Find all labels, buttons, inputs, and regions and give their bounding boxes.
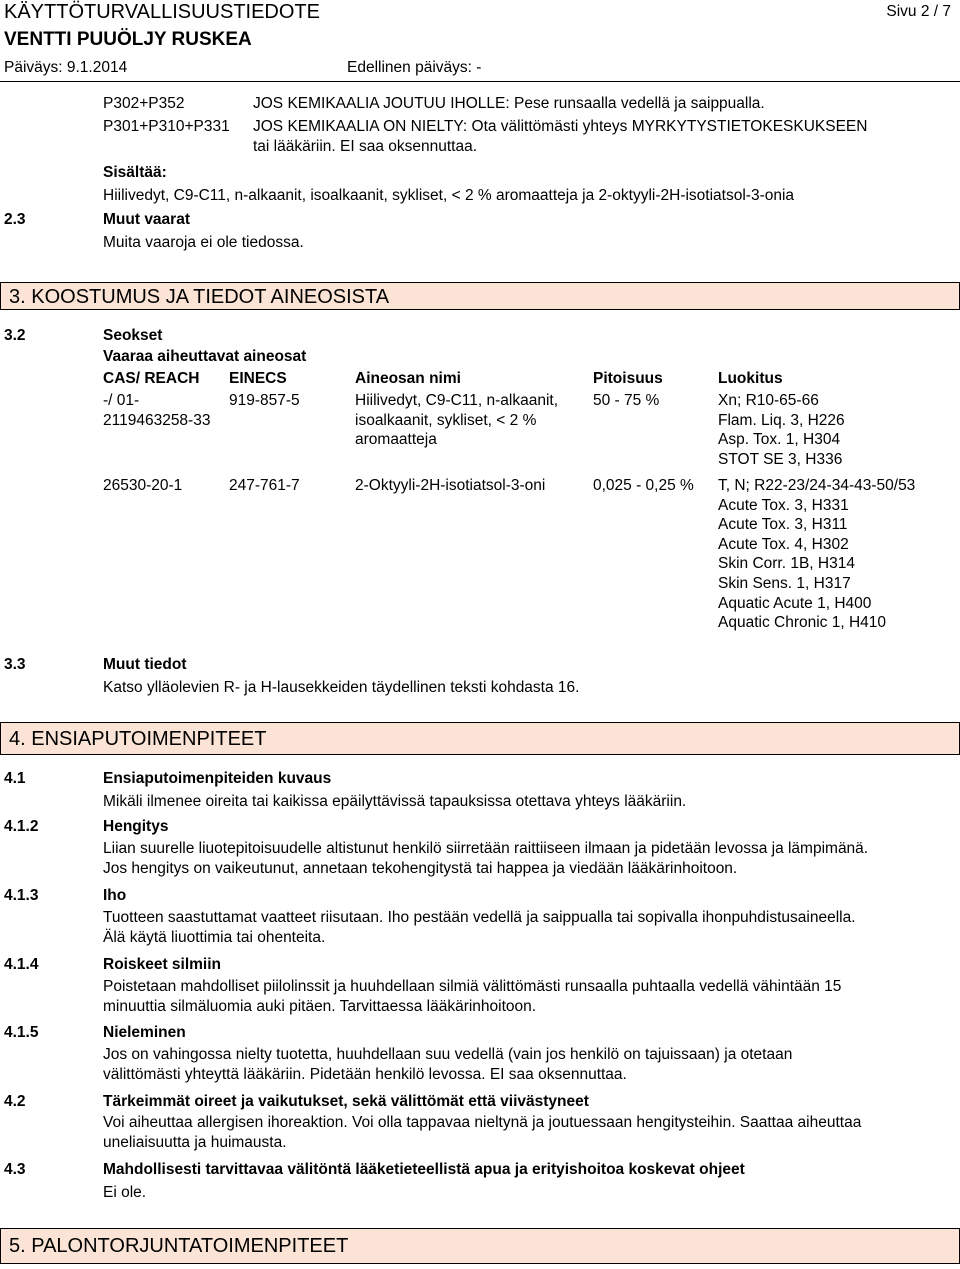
section-4-title: 4. ENSIAPUTOIMENPITEET	[9, 728, 267, 750]
classification	[718, 391, 845, 469]
section-number: 4.1.5	[4, 1024, 39, 1041]
page-number: Sivu 2 / 7	[886, 3, 951, 20]
section-4-header	[0, 722, 960, 755]
classification-line: Skin Corr. 1B, H314	[718, 555, 855, 573]
product-name: VENTTI PUUÖLJY RUSKEA	[4, 29, 252, 50]
text-line: Jos hengitys on vaikeutunut, annetaan tekohengitystä tai happea ja viedään lääkärinhoitoon.	[103, 859, 738, 877]
classification-line: Flam. Liq. 3, H226	[718, 411, 845, 429]
text-line: välittömästi yhteyttä lääkäriin. Pidetään henkilö levossa. EI saa oksennuttaa.	[103, 1065, 627, 1083]
classification-line: T, N; R22-23/24-34-43-50/53	[718, 477, 916, 494]
column-header-cas: CAS/ REACH	[103, 370, 200, 387]
subsection-title: Tärkeimmät oireet ja vaikutukset, sekä välittömät että viivästyneet	[103, 1093, 589, 1110]
p-code: P301+P310+P331	[103, 118, 230, 135]
section-number: 4.3	[4, 1161, 26, 1178]
ingredient-name	[355, 391, 558, 450]
section-number: 3.2	[4, 327, 26, 344]
other-hazards-text: Muita vaaroja ei ole tiedossa.	[103, 234, 304, 251]
text-line: Liian suurelle liuotepitoisuudelle altistunut henkilö siirretään raittiiseen ilmaan ja pidetään levossa ja lämpimänä.	[103, 840, 869, 857]
subsection-text	[103, 1113, 861, 1152]
other-info-text: Katso ylläolevien R- ja H-lausekkeiden täydellinen teksti kohdasta 16.	[103, 679, 580, 696]
other-hazards-title: Muut vaarat	[103, 211, 190, 228]
text-line: Tuotteen saastuttamat vaatteet riisutaan. Iho pestään vedellä ja saippualla tai sopivalla ihonpuhdistusaineella.	[103, 909, 856, 926]
contains-text: Hiilivedyt, C9-C11, n-alkaanit, isoalkaanit, sykliset, < 2 % aromaatteja ja 2-oktyyli-2H-isotiatsol-3-onia	[103, 187, 795, 204]
subsection-title: Ensiaputoimenpiteiden kuvaus	[103, 770, 332, 787]
text-line: Poistetaan mahdolliset piilolinssit ja huuhdellaan silmiä välittömästi runsaalla puhtaalla vedellä vähintään 15	[103, 978, 842, 995]
subsection-title: Iho	[103, 887, 127, 904]
p-code: P302+P352	[103, 95, 185, 112]
subsection-title: Mahdollisesti tarvittavaa välitöntä lääketieteellistä apua ja erityishoitoa koskevat ohjeet	[103, 1161, 745, 1178]
section-number: 3.3	[4, 656, 26, 673]
classification-line: Asp. Tox. 1, H304	[718, 431, 841, 449]
subsection-text: Mikäli ilmenee oireita tai kaikissa epäilyttävissä tapauksissa otettava yhteys lääkäriin.	[103, 793, 687, 810]
cas-number: -/ 01-	[103, 392, 140, 409]
cas-number: 26530-20-1	[103, 477, 183, 494]
concentration: 50 - 75 %	[593, 392, 660, 409]
section-number: 4.2	[4, 1093, 26, 1110]
classification	[718, 476, 915, 633]
column-header-concentration: Pitoisuus	[593, 370, 663, 387]
classification-line: STOT SE 3, H336	[718, 450, 843, 468]
einecs-number: 247-761-7	[229, 477, 300, 494]
section-number: 4.1.3	[4, 887, 39, 904]
text-line: uneliaisuutta ja huimausta.	[103, 1133, 287, 1151]
column-header-classification: Luokitus	[718, 370, 783, 387]
section-number: 2.3	[4, 211, 26, 228]
text-line: Voi aiheuttaa allergisen ihoreaktion. Voi olla tappavaa nieltynä ja joutuessaan hengitysteihin. Saattaa aiheuttaa	[103, 1114, 862, 1131]
section-5-header	[0, 1228, 960, 1264]
ingredient-name-line: isoalkaanit, sykliset, < 2 %	[355, 411, 537, 429]
section-5-title: 5. PALONTORJUNTATOIMENPITEET	[9, 1235, 349, 1257]
section-number: 4.1.2	[4, 818, 39, 835]
classification-line: Xn; R10-65-66	[718, 392, 819, 409]
classification-line: Aquatic Chronic 1, H410	[718, 614, 887, 632]
p-code-text-continued: tai lääkäriin. EI saa oksennuttaa.	[253, 138, 478, 155]
subsection-text	[103, 908, 856, 947]
section-3-title: 3. KOOSTUMUS JA TIEDOT AINEOSISTA	[9, 286, 390, 308]
column-header-einecs: EINECS	[229, 370, 287, 387]
einecs-number: 919-857-5	[229, 392, 300, 409]
header-divider	[0, 81, 960, 82]
previous-date: Edellinen päiväys: -	[347, 59, 482, 76]
classification-line: Acute Tox. 3, H331	[718, 496, 849, 514]
ingredient-name-line: Hiilivedyt, C9-C11, n-alkaanit,	[355, 392, 559, 409]
text-line: Jos on vahingossa nielty tuotetta, huuhdellaan suu vedellä (vain jos henkilö on tajuissaan) ja otetaan	[103, 1046, 793, 1063]
section-number: 4.1	[4, 770, 26, 787]
cas-number: 2119463258-33	[103, 411, 211, 429]
hazard-subtitle: Vaaraa aiheuttavat aineosat	[103, 348, 307, 365]
subsection-text	[103, 839, 868, 878]
subsection-text	[103, 977, 841, 1016]
subsection-title: Roiskeet silmiin	[103, 956, 222, 973]
concentration: 0,025 - 0,25 %	[593, 477, 694, 494]
subsection-text	[103, 1045, 792, 1084]
p-code-text: JOS KEMIKAALIA JOUTUU IHOLLE: Pese runsaalla vedellä ja saippualla.	[253, 95, 765, 112]
subsection-title: Nieleminen	[103, 1024, 186, 1041]
section-3-header	[0, 282, 960, 310]
classification-line: Acute Tox. 3, H311	[718, 516, 848, 534]
classification-line: Skin Sens. 1, H317	[718, 574, 851, 592]
other-info-title: Muut tiedot	[103, 656, 187, 673]
text-line: Älä käytä liuottimia tai ohenteita.	[103, 928, 326, 946]
mixtures-title: Seokset	[103, 327, 163, 344]
subsection-title: Hengitys	[103, 818, 169, 835]
classification-line: Acute Tox. 4, H302	[718, 535, 849, 553]
column-header-name: Aineosan nimi	[355, 370, 461, 387]
contains-label: Sisältää:	[103, 164, 167, 181]
section-number: 4.1.4	[4, 956, 39, 973]
text-line: minuuttia silmäluomia auki pitäen. Tarvittaessa lääkärinhoitoon.	[103, 997, 537, 1015]
ingredient-name: 2-Oktyyli-2H-isotiatsol-3-oni	[355, 477, 546, 494]
subsection-text: Ei ole.	[103, 1184, 147, 1201]
table-row	[103, 391, 210, 430]
ingredient-name-line: aromaatteja	[355, 431, 437, 449]
p-code-text: JOS KEMIKAALIA ON NIELTY: Ota välittömästi yhteys MYRKYTYSTIETOKESKUKSEEN	[253, 118, 868, 135]
document-title: KÄYTTÖTURVALLISUUSTIEDOTE	[4, 1, 320, 23]
classification-line: Aquatic Acute 1, H400	[718, 594, 872, 612]
date: Päiväys: 9.1.2014	[4, 59, 128, 76]
